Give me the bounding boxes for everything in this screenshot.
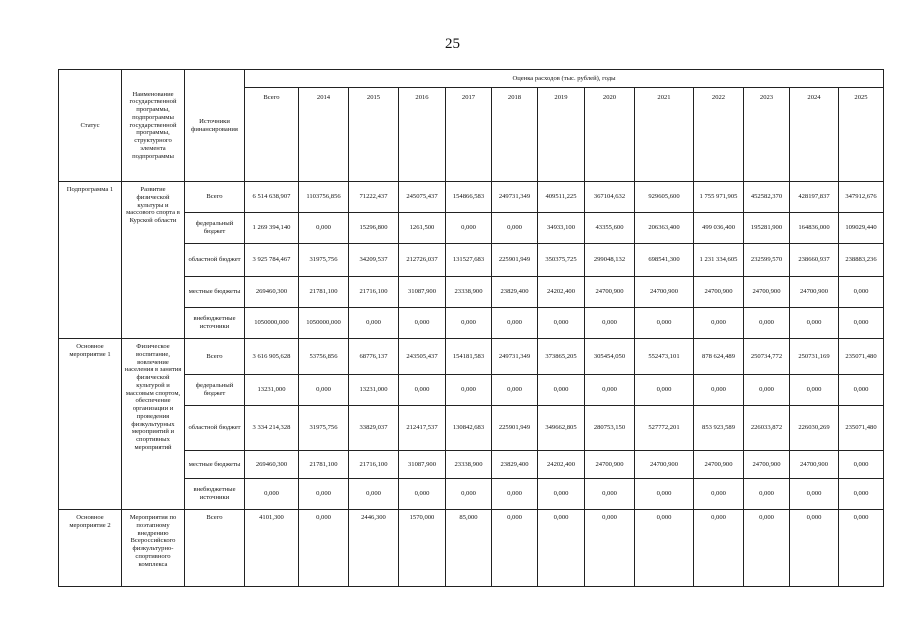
value-cell: 0,000 <box>399 479 446 510</box>
value-cell: 85,000 <box>446 510 492 587</box>
header-year: 2016 <box>399 88 446 182</box>
value-cell: 452582,370 <box>744 182 790 213</box>
value-cell: 349662,805 <box>538 406 585 451</box>
value-cell: 0,000 <box>299 510 349 587</box>
value-cell: 0,000 <box>635 510 694 587</box>
value-cell: 250734,772 <box>744 339 790 375</box>
value-cell: 130842,683 <box>446 406 492 451</box>
value-cell: 206363,400 <box>635 213 694 244</box>
header-name: Наименование государственной программы, подпрограммы государственной программы, структурного элемента подпрограммы <box>122 70 185 182</box>
value-cell: 164836,000 <box>790 213 839 244</box>
value-cell: 243505,437 <box>399 339 446 375</box>
header-sources: Источники финансирования <box>185 70 245 182</box>
value-cell: 929605,600 <box>635 182 694 213</box>
source-cell: внебюджетные источники <box>185 308 245 339</box>
budget-table <box>58 69 884 587</box>
header-year: 2022 <box>694 88 744 182</box>
value-cell: 367104,632 <box>585 182 635 213</box>
header-year: Всего <box>245 88 299 182</box>
value-cell: 24700,900 <box>694 451 744 479</box>
value-cell: 6 514 638,907 <box>245 182 299 213</box>
value-cell: 15296,800 <box>349 213 399 244</box>
value-cell: 245075,437 <box>399 182 446 213</box>
value-cell: 0,000 <box>538 510 585 587</box>
value-cell: 21781,100 <box>299 277 349 308</box>
value-cell: 24700,900 <box>790 277 839 308</box>
status-cell: Основное мероприятие 1 <box>59 339 122 510</box>
value-cell: 23829,400 <box>492 277 538 308</box>
value-cell: 31087,900 <box>399 451 446 479</box>
value-cell: 24700,900 <box>635 277 694 308</box>
value-cell: 0,000 <box>839 308 884 339</box>
value-cell: 347912,676 <box>839 182 884 213</box>
value-cell: 350375,725 <box>538 244 585 277</box>
value-cell: 305454,050 <box>585 339 635 375</box>
page-number: 25 <box>445 36 460 52</box>
value-cell: 0,000 <box>744 375 790 406</box>
header-year: 2015 <box>349 88 399 182</box>
value-cell: 552473,101 <box>635 339 694 375</box>
value-cell: 409511,225 <box>538 182 585 213</box>
value-cell: 34933,100 <box>538 213 585 244</box>
value-cell: 212726,037 <box>399 244 446 277</box>
value-cell: 0,000 <box>694 479 744 510</box>
value-cell: 0,000 <box>446 308 492 339</box>
value-cell: 280753,150 <box>585 406 635 451</box>
value-cell: 31087,900 <box>399 277 446 308</box>
value-cell: 1570,000 <box>399 510 446 587</box>
source-cell: местные бюджеты <box>185 451 245 479</box>
value-cell: 1050000,000 <box>245 308 299 339</box>
header-year: 2020 <box>585 88 635 182</box>
value-cell: 0,000 <box>446 375 492 406</box>
value-cell: 0,000 <box>839 510 884 587</box>
header-year: 2024 <box>790 88 839 182</box>
source-cell: областной бюджет <box>185 406 245 451</box>
value-cell: 299048,132 <box>585 244 635 277</box>
value-cell: 0,000 <box>399 308 446 339</box>
value-cell: 0,000 <box>299 375 349 406</box>
value-cell: 0,000 <box>790 479 839 510</box>
value-cell: 232599,570 <box>744 244 790 277</box>
value-cell: 195281,900 <box>744 213 790 244</box>
name-cell: Развитие физической культуры и массового спорта в Курской области <box>122 182 185 339</box>
value-cell: 13231,000 <box>245 375 299 406</box>
value-cell: 0,000 <box>839 451 884 479</box>
table-row <box>59 182 884 213</box>
value-cell: 53756,856 <box>299 339 349 375</box>
value-cell: 1261,500 <box>399 213 446 244</box>
value-cell: 21716,100 <box>349 451 399 479</box>
source-cell: местные бюджеты <box>185 277 245 308</box>
value-cell: 3 925 784,467 <box>245 244 299 277</box>
header-year: 2019 <box>538 88 585 182</box>
value-cell: 226033,872 <box>744 406 790 451</box>
value-cell: 0,000 <box>399 375 446 406</box>
value-cell: 249731,349 <box>492 339 538 375</box>
value-cell: 499 036,400 <box>694 213 744 244</box>
table-row <box>59 339 884 375</box>
value-cell: 0,000 <box>538 375 585 406</box>
value-cell: 131527,683 <box>446 244 492 277</box>
value-cell: 428197,837 <box>790 182 839 213</box>
value-cell: 109029,440 <box>839 213 884 244</box>
value-cell: 24700,900 <box>744 451 790 479</box>
value-cell: 0,000 <box>790 375 839 406</box>
value-cell: 0,000 <box>492 213 538 244</box>
value-cell: 0,000 <box>349 479 399 510</box>
value-cell: 3 334 214,328 <box>245 406 299 451</box>
value-cell: 0,000 <box>585 510 635 587</box>
value-cell: 878 624,489 <box>694 339 744 375</box>
value-cell: 0,000 <box>492 479 538 510</box>
value-cell: 0,000 <box>349 308 399 339</box>
value-cell: 0,000 <box>299 479 349 510</box>
value-cell: 23829,400 <box>492 451 538 479</box>
value-cell: 34209,537 <box>349 244 399 277</box>
value-cell: 0,000 <box>538 308 585 339</box>
value-cell: 0,000 <box>839 375 884 406</box>
name-cell: Физическое воспитание, вовлечение населения в занятия физической культурой и массовым спортом, обеспечение организации и проведения физкультурных мероприятий и спортивных мероприятий <box>122 339 185 510</box>
value-cell: 0,000 <box>839 277 884 308</box>
value-cell: 33829,037 <box>349 406 399 451</box>
value-cell: 249731,349 <box>492 182 538 213</box>
value-cell: 226030,269 <box>790 406 839 451</box>
source-cell: областной бюджет <box>185 244 245 277</box>
source-cell: федеральный бюджет <box>185 375 245 406</box>
value-cell: 238883,236 <box>839 244 884 277</box>
value-cell: 238660,937 <box>790 244 839 277</box>
value-cell: 24700,900 <box>585 451 635 479</box>
value-cell: 0,000 <box>446 213 492 244</box>
value-cell: 24700,900 <box>694 277 744 308</box>
value-cell: 1050000,000 <box>299 308 349 339</box>
value-cell: 23338,900 <box>446 277 492 308</box>
value-cell: 0,000 <box>694 375 744 406</box>
value-cell: 0,000 <box>635 375 694 406</box>
value-cell: 23338,900 <box>446 451 492 479</box>
value-cell: 0,000 <box>538 479 585 510</box>
value-cell: 43355,600 <box>585 213 635 244</box>
value-cell: 0,000 <box>744 308 790 339</box>
header-year: 2025 <box>839 88 884 182</box>
value-cell: 0,000 <box>790 510 839 587</box>
value-cell: 0,000 <box>299 213 349 244</box>
value-cell: 527772,201 <box>635 406 694 451</box>
value-cell: 0,000 <box>744 479 790 510</box>
value-cell: 0,000 <box>694 510 744 587</box>
value-cell: 3 616 905,628 <box>245 339 299 375</box>
source-cell: Всего <box>185 182 245 213</box>
header-year: 2021 <box>635 88 694 182</box>
value-cell: 13231,000 <box>349 375 399 406</box>
value-cell: 0,000 <box>790 308 839 339</box>
value-cell: 0,000 <box>492 375 538 406</box>
value-cell: 269460,300 <box>245 277 299 308</box>
value-cell: 1103756,856 <box>299 182 349 213</box>
value-cell: 1 269 394,140 <box>245 213 299 244</box>
value-cell: 0,000 <box>585 375 635 406</box>
value-cell: 0,000 <box>585 308 635 339</box>
value-cell: 853 923,589 <box>694 406 744 451</box>
value-cell: 0,000 <box>585 479 635 510</box>
value-cell: 21716,100 <box>349 277 399 308</box>
value-cell: 24202,400 <box>538 451 585 479</box>
value-cell: 0,000 <box>245 479 299 510</box>
value-cell: 0,000 <box>744 510 790 587</box>
value-cell: 0,000 <box>492 510 538 587</box>
value-cell: 31975,756 <box>299 244 349 277</box>
header-status: Статус <box>59 70 122 182</box>
value-cell: 1 755 971,905 <box>694 182 744 213</box>
value-cell: 212417,537 <box>399 406 446 451</box>
value-cell: 0,000 <box>694 308 744 339</box>
source-cell: внебюджетные источники <box>185 479 245 510</box>
source-cell: федеральный бюджет <box>185 213 245 244</box>
header-year: 2018 <box>492 88 538 182</box>
value-cell: 24202,400 <box>538 277 585 308</box>
value-cell: 4101,300 <box>245 510 299 587</box>
status-cell: Подпрограмма 1 <box>59 182 122 339</box>
header-estimate: Оценка расходов (тыс. рублей), годы <box>245 70 884 88</box>
value-cell: 0,000 <box>446 479 492 510</box>
value-cell: 235071,480 <box>839 339 884 375</box>
source-cell: Всего <box>185 339 245 375</box>
value-cell: 373865,205 <box>538 339 585 375</box>
value-cell: 71222,437 <box>349 182 399 213</box>
value-cell: 154866,583 <box>446 182 492 213</box>
value-cell: 0,000 <box>635 308 694 339</box>
name-cell: Мероприятия по поэтапному внедрению Всероссийского физкультурно-спортивного комплекса <box>122 510 185 587</box>
value-cell: 225901,949 <box>492 406 538 451</box>
value-cell: 21781,100 <box>299 451 349 479</box>
value-cell: 269460,300 <box>245 451 299 479</box>
value-cell: 0,000 <box>839 479 884 510</box>
value-cell: 24700,900 <box>744 277 790 308</box>
value-cell: 1 231 334,605 <box>694 244 744 277</box>
header-year: 2023 <box>744 88 790 182</box>
value-cell: 68776,137 <box>349 339 399 375</box>
table-row <box>59 510 884 587</box>
header-year: 2014 <box>299 88 349 182</box>
source-cell: Всего <box>185 510 245 587</box>
value-cell: 2446,300 <box>349 510 399 587</box>
header-year: 2017 <box>446 88 492 182</box>
value-cell: 31975,756 <box>299 406 349 451</box>
status-cell: Основное мероприятие 2 <box>59 510 122 587</box>
value-cell: 250731,169 <box>790 339 839 375</box>
value-cell: 24700,900 <box>635 451 694 479</box>
value-cell: 235071,480 <box>839 406 884 451</box>
value-cell: 0,000 <box>635 479 694 510</box>
value-cell: 698541,300 <box>635 244 694 277</box>
value-cell: 154181,583 <box>446 339 492 375</box>
value-cell: 0,000 <box>492 308 538 339</box>
value-cell: 225901,949 <box>492 244 538 277</box>
value-cell: 24700,900 <box>790 451 839 479</box>
value-cell: 24700,900 <box>585 277 635 308</box>
